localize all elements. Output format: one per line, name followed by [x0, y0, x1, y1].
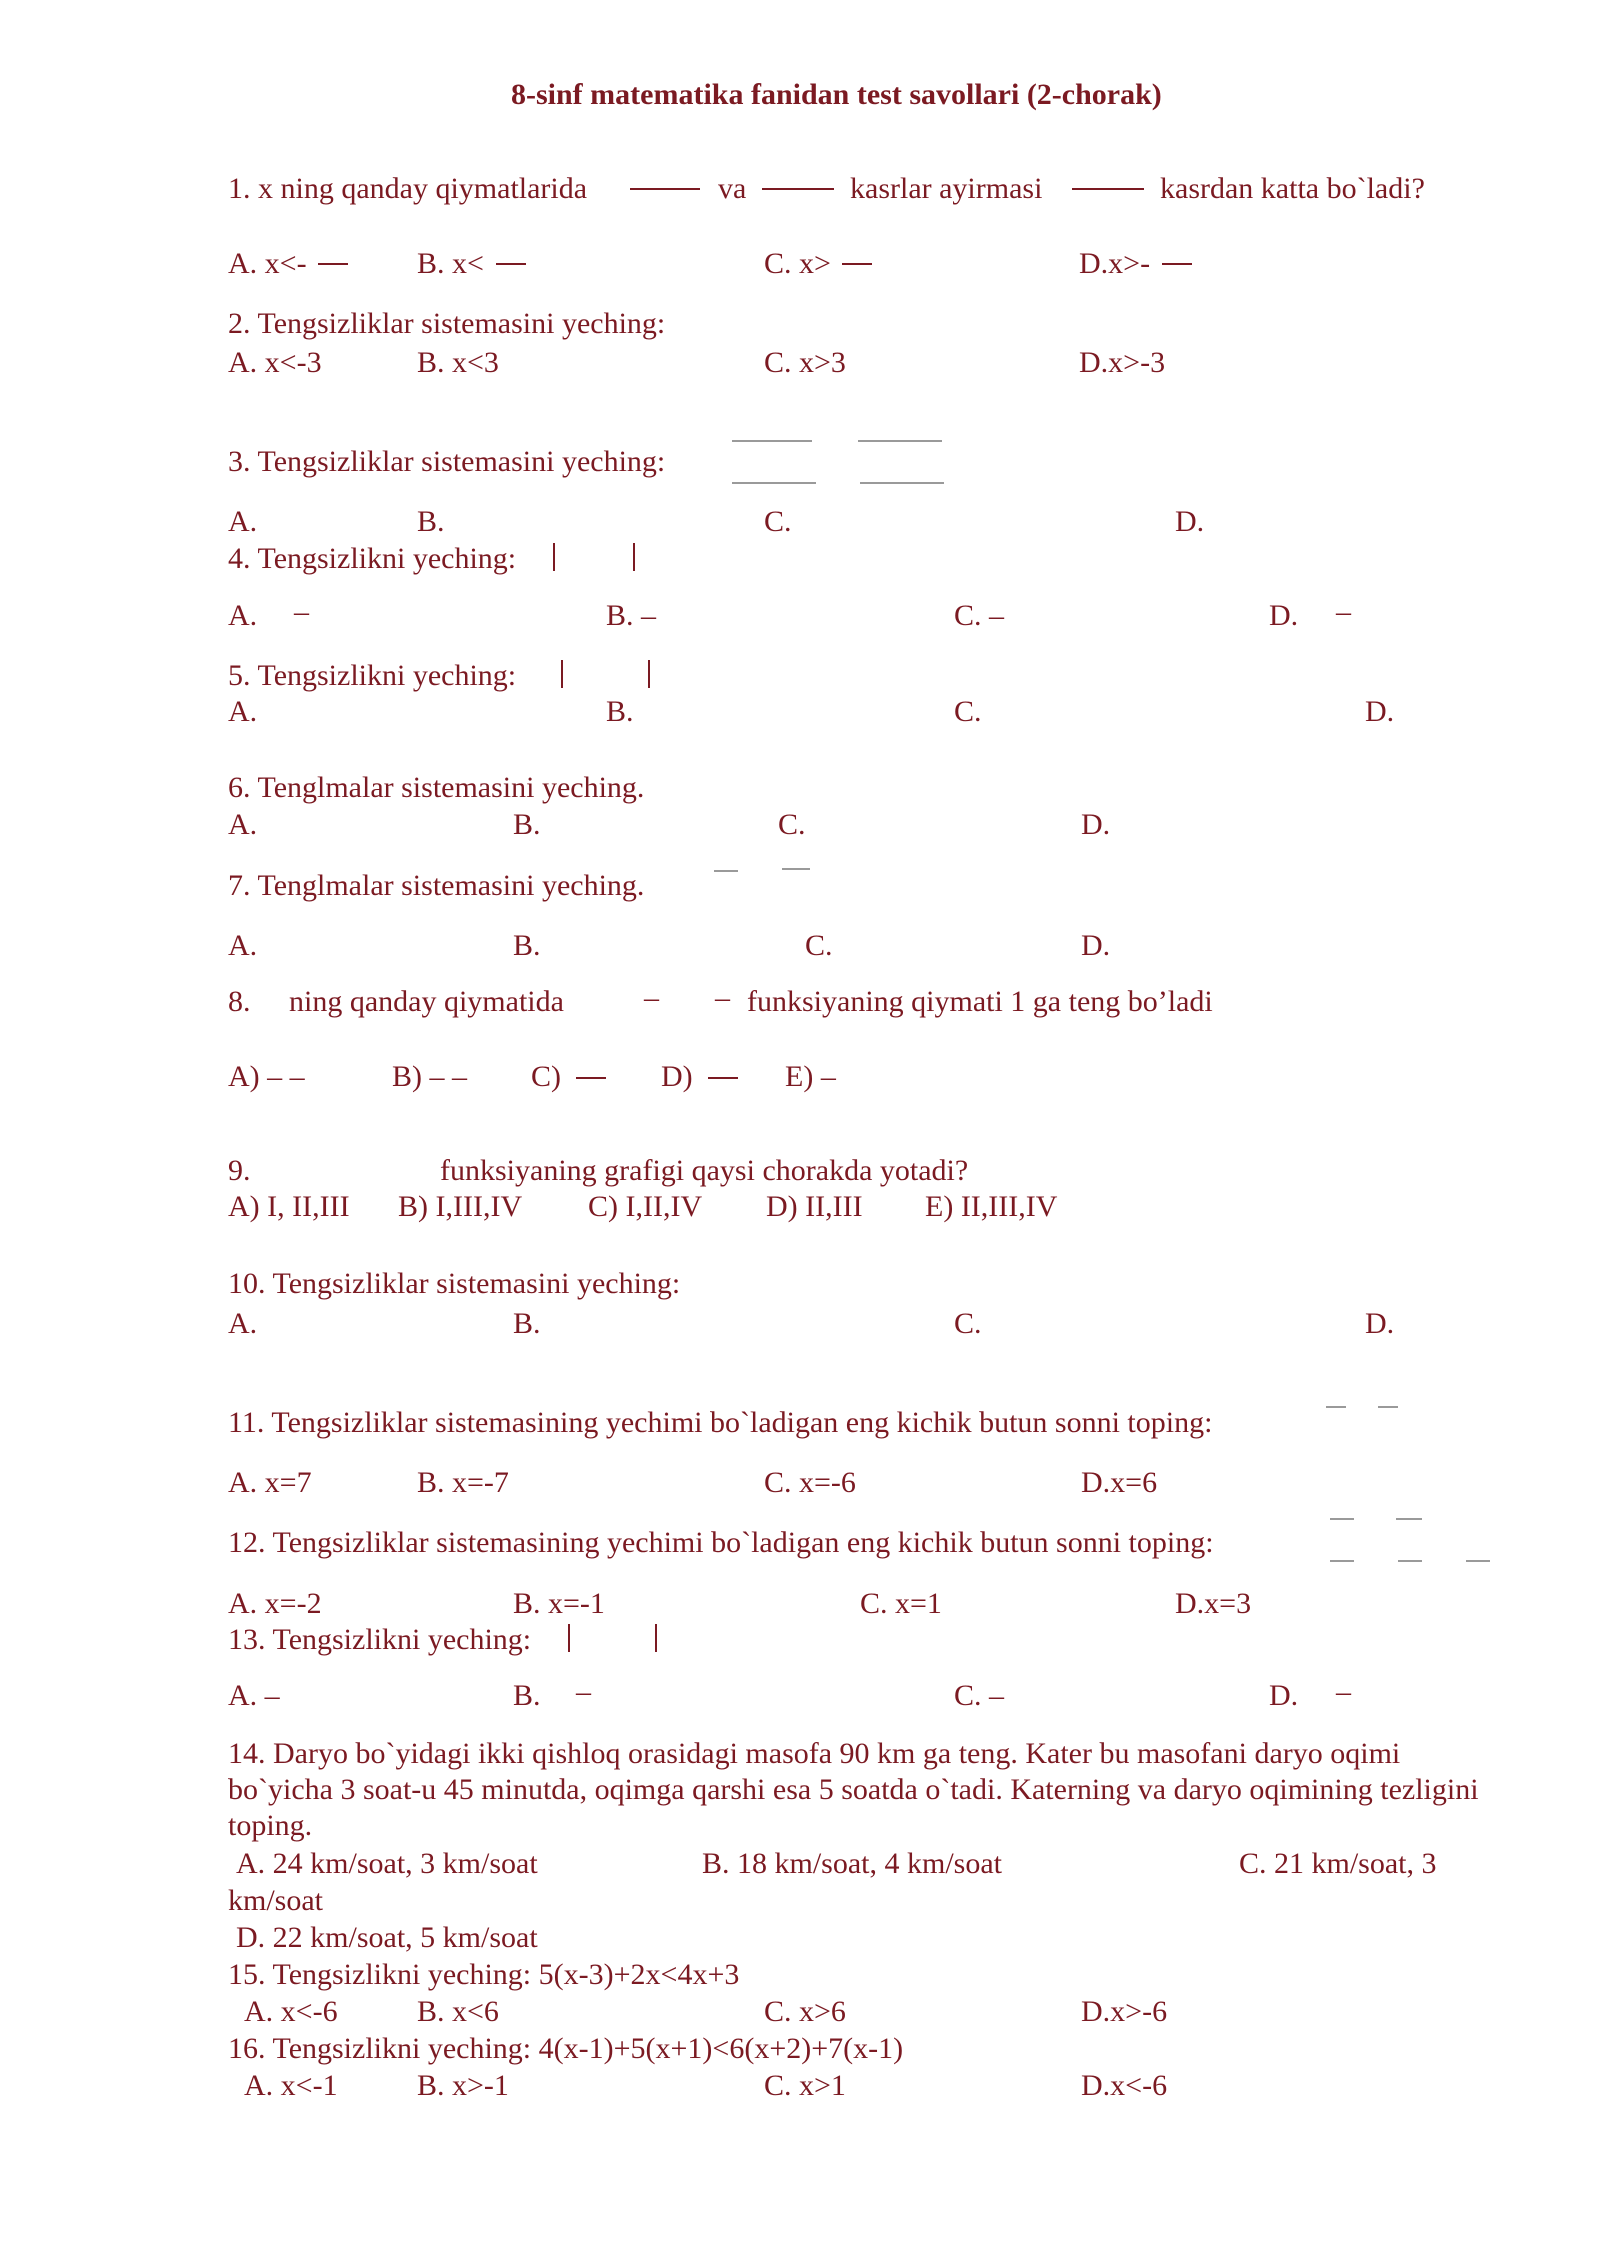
q15-text: 15. Tengsizlikni yeching: 5(x-3)+2x<4x+3 [228, 1958, 740, 1991]
q14-option-c[interactable]: C. 21 km/soat, 3 [1239, 1847, 1437, 1880]
fraction-bar [1072, 188, 1144, 190]
q5-option-c[interactable]: C. [954, 695, 982, 728]
q5-text: 5. Tengsizlikni yeching: [228, 659, 517, 692]
q9-option-d[interactable]: D) II,III [766, 1190, 863, 1223]
fraction-bar [858, 440, 942, 442]
q8-text-b: funksiyaning qiymati 1 ga teng bo’ladi [747, 985, 1213, 1018]
q3-option-c[interactable]: C. [764, 505, 792, 538]
q9-option-a[interactable]: A) I, II,III [228, 1190, 350, 1223]
fraction-bar [782, 868, 810, 870]
fraction-bar [496, 263, 526, 265]
q4-option-d-dash: – [1336, 595, 1351, 628]
fraction-bar [1378, 1406, 1398, 1408]
q4-option-a-dash: – [294, 595, 309, 628]
q7-option-c[interactable]: C. [805, 929, 833, 962]
fraction-bar [630, 188, 700, 190]
q13-text: 13. Tengsizlikni yeching: [228, 1623, 532, 1656]
q6-option-d[interactable]: D. [1081, 808, 1111, 841]
q16-option-c[interactable]: C. x>1 [764, 2069, 846, 2102]
fraction-bar [860, 482, 944, 484]
fraction-bar [318, 263, 348, 265]
q13-option-c[interactable]: C. – [954, 1679, 1005, 1712]
q14-option-b[interactable]: B. 18 km/soat, 4 km/soat [702, 1847, 1002, 1880]
q15-option-a[interactable]: A. x<-6 [244, 1995, 338, 2028]
q1-option-b[interactable]: B. x< [417, 247, 484, 280]
q10-option-b[interactable]: B. [513, 1307, 541, 1340]
q16-option-a[interactable]: A. x<-1 [244, 2069, 338, 2102]
fraction-bar [1466, 1560, 1490, 1562]
q14-option-d[interactable]: D. 22 km/soat, 5 km/soat [236, 1921, 538, 1954]
absolute-value-bar [568, 1624, 570, 1652]
q1-text-b: va [718, 172, 747, 205]
q3-option-d[interactable]: D. [1175, 505, 1205, 538]
q4-option-a[interactable]: A. [228, 599, 258, 632]
q12-option-b[interactable]: B. x=-1 [513, 1587, 605, 1620]
q13-option-d[interactable]: D. [1269, 1679, 1299, 1712]
fraction-bar [762, 188, 834, 190]
q8-option-b[interactable]: B) – – [392, 1060, 467, 1093]
fraction-bar [1330, 1560, 1354, 1562]
page-title: 8-sinf matematika fanidan test savollari (2-chorak) [511, 78, 1162, 111]
q12-text: 12. Tengsizliklar sistemasining yechimi bo`ladigan eng kichik butun sonni toping: [228, 1526, 1214, 1559]
q8-option-c[interactable]: C) [531, 1060, 561, 1093]
q2-option-a[interactable]: A. x<-3 [228, 346, 322, 379]
q10-option-a[interactable]: A. [228, 1307, 258, 1340]
q3-text: 3. Tengsizliklar sistemasini yeching: [228, 445, 666, 478]
q5-option-d[interactable]: D. [1365, 695, 1395, 728]
q5-option-a[interactable]: A. [228, 695, 258, 728]
q10-option-c[interactable]: C. [954, 1307, 982, 1340]
q15-option-d[interactable]: D.x>-6 [1081, 1995, 1168, 2028]
q7-option-a[interactable]: A. [228, 929, 258, 962]
q1-text-a: 1. x ning qanday qiymatlarida [228, 172, 588, 205]
q10-text: 10. Tengsizliklar sistemasini yeching: [228, 1267, 681, 1300]
q7-option-d[interactable]: D. [1081, 929, 1111, 962]
q13-option-b-dash: – [576, 1675, 591, 1708]
absolute-value-bar [553, 543, 555, 571]
q11-option-c[interactable]: C. x=-6 [764, 1466, 856, 1499]
fraction-bar [732, 440, 812, 442]
absolute-value-bar [561, 660, 563, 688]
q2-option-b[interactable]: B. x<3 [417, 346, 499, 379]
q3-option-b[interactable]: B. [417, 505, 445, 538]
q4-option-b[interactable]: B. – [606, 599, 657, 632]
q4-option-d[interactable]: D. [1269, 599, 1299, 632]
q2-text: 2. Tengsizliklar sistemasini yeching: [228, 307, 666, 340]
fraction-bar [1330, 1518, 1354, 1520]
q15-option-b[interactable]: B. x<6 [417, 1995, 499, 2028]
q1-text-c: kasrlar ayirmasi [850, 172, 1043, 205]
q14-option-a[interactable]: A. 24 km/soat, 3 km/soat [236, 1847, 538, 1880]
q13-option-d-dash: – [1336, 1675, 1351, 1708]
q11-text: 11. Tengsizliklar sistemasining yechimi bo`ladigan eng kichik butun sonni toping: [228, 1406, 1213, 1439]
absolute-value-bar [655, 1624, 657, 1652]
q11-option-a[interactable]: A. x=7 [228, 1466, 312, 1499]
q4-text: 4. Tengsizlikni yeching: [228, 542, 517, 575]
q3-option-a[interactable]: A. [228, 505, 258, 538]
q8-dash-1: – [644, 981, 659, 1014]
q16-text: 16. Tengsizlikni yeching: 4(x-1)+5(x+1)<6(x+2)+7(x-1) [228, 2032, 904, 2065]
q12-option-a[interactable]: A. x=-2 [228, 1587, 322, 1620]
q8-number: 8. [228, 985, 251, 1018]
q1-option-c[interactable]: C. x> [764, 247, 831, 280]
fraction-bar [708, 1077, 738, 1079]
absolute-value-bar [633, 543, 635, 571]
q9-number: 9. [228, 1154, 251, 1187]
q14-option-c-continued: km/soat [228, 1884, 323, 1917]
q1-option-a[interactable]: A. x<- [228, 247, 307, 280]
q16-option-d[interactable]: D.x<-6 [1081, 2069, 1168, 2102]
q11-option-d[interactable]: D.x=6 [1081, 1466, 1158, 1499]
q12-option-d[interactable]: D.x=3 [1175, 1587, 1252, 1620]
fraction-bar [732, 482, 816, 484]
q7-option-b[interactable]: B. [513, 929, 541, 962]
fraction-bar [842, 263, 872, 265]
q15-option-c[interactable]: C. x>6 [764, 1995, 846, 2028]
q1-option-d[interactable]: D.x>- [1079, 247, 1151, 280]
q2-option-c[interactable]: C. x>3 [764, 346, 846, 379]
q2-option-d[interactable]: D.x>-3 [1079, 346, 1166, 379]
q8-text-a: ning qanday qiymatida [289, 985, 564, 1018]
fraction-bar [1162, 263, 1192, 265]
q8-option-d[interactable]: D) [661, 1060, 693, 1093]
absolute-value-bar [648, 660, 650, 688]
q5-option-b[interactable]: B. [606, 695, 634, 728]
q9-option-c[interactable]: C) I,II,IV [588, 1190, 703, 1223]
fraction-bar [1398, 1560, 1422, 1562]
q10-option-d[interactable]: D. [1365, 1307, 1395, 1340]
q4-option-c[interactable]: C. – [954, 599, 1005, 632]
q7-text: 7. Tenglmalar sistemasini yeching. [228, 869, 645, 902]
q13-option-b[interactable]: B. [513, 1679, 541, 1712]
q9-option-b[interactable]: B) I,III,IV [398, 1190, 523, 1223]
fraction-bar [1396, 1518, 1422, 1520]
q13-option-a[interactable]: A. – [228, 1679, 280, 1712]
fraction-bar [714, 870, 738, 872]
q9-text: funksiyaning grafigi qaysi chorakda yotadi? [440, 1154, 969, 1187]
fraction-bar [1326, 1406, 1346, 1408]
q8-option-a[interactable]: A) – – [228, 1060, 305, 1093]
q1-text-d: kasrdan katta bo`ladi? [1160, 172, 1425, 205]
q6-option-c[interactable]: C. [778, 808, 806, 841]
q16-option-b[interactable]: B. x>-1 [417, 2069, 509, 2102]
q6-text: 6. Tenglmalar sistemasini yeching. [228, 771, 645, 804]
q11-option-b[interactable]: B. x=-7 [417, 1466, 509, 1499]
fraction-bar [576, 1077, 606, 1079]
q6-option-a[interactable]: A. [228, 808, 258, 841]
q8-option-e[interactable]: E) – [785, 1060, 836, 1093]
q6-option-b[interactable]: B. [513, 808, 541, 841]
q8-dash-2: – [715, 981, 730, 1014]
q9-option-e[interactable]: E) II,III,IV [925, 1190, 1058, 1223]
q12-option-c[interactable]: C. x=1 [860, 1587, 942, 1620]
q14-text: 14. Daryo bo`yidagi ikki qishloq orasidagi masofa 90 km ga teng. Kater bu masofani daryo oqimi bo`yicha 3 soat-u 45 minutda, oqimga qarshi esa 5 soatda o`tadi. Katerning va daryo oqimining tezligini toping. [228, 1737, 1479, 1842]
